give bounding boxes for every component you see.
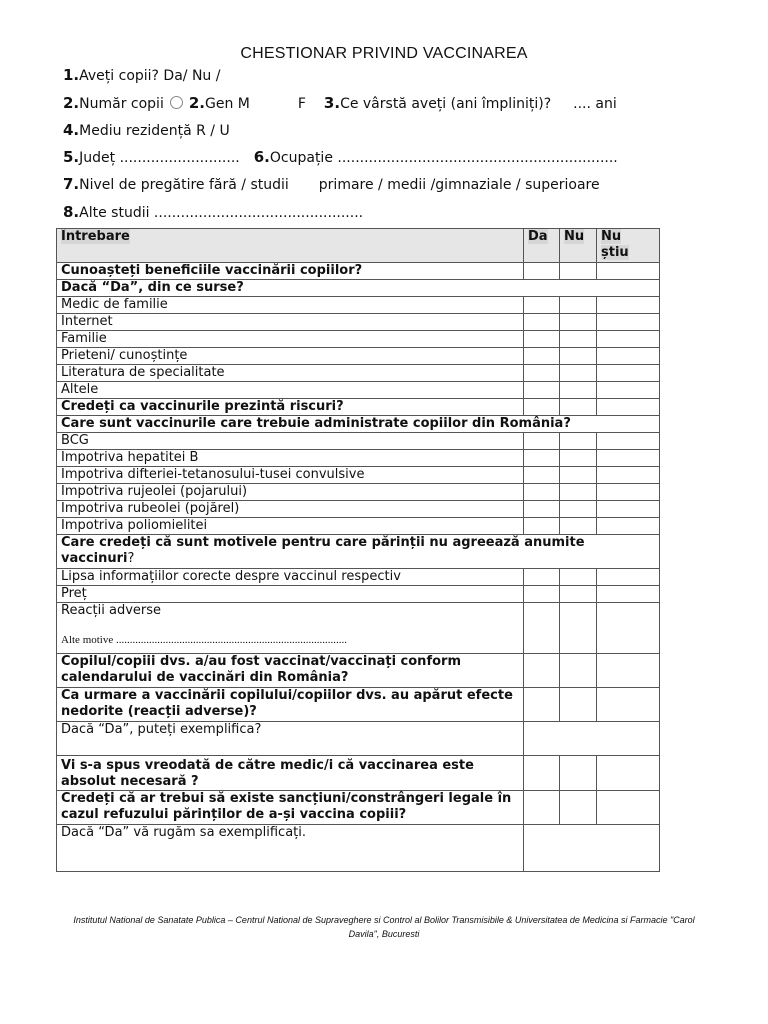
- answer-nu-cell[interactable]: [560, 603, 597, 654]
- question-cell: Impotriva rujeolei (pojarului): [57, 484, 524, 501]
- question-cell: Preț: [57, 586, 524, 603]
- question-row-2: [63, 94, 617, 112]
- answer-nu-cell[interactable]: [560, 501, 597, 518]
- answer-nu-cell[interactable]: [560, 433, 597, 450]
- question-cell: Copilul/copiii dvs. a/au fost vaccinat/vaccinați conform calendarului de vaccinări din România?: [57, 654, 524, 688]
- answer-nu-cell[interactable]: [560, 263, 597, 280]
- question-number: 5.: [63, 148, 80, 166]
- questionnaire-table: [56, 228, 660, 872]
- answer-nu-stiu-cell[interactable]: [597, 314, 660, 331]
- answer-da-cell[interactable]: [524, 791, 560, 825]
- table-row: [57, 433, 660, 450]
- answer-nu-cell[interactable]: [560, 518, 597, 535]
- question-cell: Ca urmare a vaccinării copilului/copiilor dvs. au apărut efecte nedorite (reacții adverse)?: [57, 688, 524, 722]
- table-row: [57, 382, 660, 399]
- answer-da-cell[interactable]: [524, 263, 560, 280]
- answer-nu-stiu-cell[interactable]: [597, 450, 660, 467]
- question-cell: BCG: [57, 433, 524, 450]
- answer-nu-cell[interactable]: [560, 382, 597, 399]
- table-row: [57, 586, 660, 603]
- question-text: Ce vârstă aveți (ani împliniți)?: [340, 96, 552, 112]
- answer-nu-stiu-cell[interactable]: [597, 654, 660, 688]
- answer-da-cell[interactable]: [524, 382, 560, 399]
- table-row: [57, 518, 660, 535]
- answer-nu-cell[interactable]: [560, 297, 597, 314]
- question-education: [63, 175, 600, 193]
- question-cell: Literatura de specialitate: [57, 365, 524, 382]
- answer-nu-stiu-cell[interactable]: [597, 399, 660, 416]
- answer-da-cell[interactable]: [524, 314, 560, 331]
- question-number: 1.: [63, 66, 80, 84]
- question-text: Alte studii ...............................................: [79, 205, 364, 221]
- answer-nu-stiu-cell[interactable]: [597, 756, 660, 791]
- answer-nu-stiu-cell[interactable]: [597, 365, 660, 382]
- question-number: 2.: [188, 94, 205, 112]
- header-nu-stiu: Nu știu: [597, 229, 660, 263]
- answer-nu-stiu-cell[interactable]: [597, 382, 660, 399]
- question-other-studies: [63, 203, 363, 221]
- table-row: [57, 825, 660, 872]
- question-number: 7.: [63, 175, 80, 193]
- question-cell: Cunoașteți beneficiile vaccinării copiilor?: [57, 263, 524, 280]
- question-text: Ocupație ...............................................................: [269, 150, 618, 166]
- question-cell: Dacă “Da”, din ce surse?: [57, 280, 660, 297]
- answer-nu-cell[interactable]: [560, 688, 597, 722]
- question-cell: Altele: [57, 382, 524, 399]
- answer-nu-stiu-cell[interactable]: [597, 603, 660, 654]
- footer-institution: Institutul National de Sanatate Publica – Centrul National de Supraveghere si Control al Bolilor Transmisibile & Universitatea de Medicina si Farmacie "Carol Davila", Bucuresti: [73, 915, 695, 939]
- answer-nu-stiu-cell[interactable]: [597, 569, 660, 586]
- page-title: CHESTIONAR PRIVIND VACCINAREA: [240, 45, 528, 62]
- answer-da-cell[interactable]: [524, 467, 560, 484]
- question-text: Județ ...........................: [79, 150, 240, 166]
- table-row: [57, 688, 660, 722]
- answer-da-cell[interactable]: [524, 450, 560, 467]
- question-number: 2.: [63, 94, 80, 112]
- answer-nu-cell[interactable]: [560, 348, 597, 365]
- answer-da-cell[interactable]: [524, 569, 560, 586]
- question-cell: Vi s-a spus vreodată de către medic/i că vaccinarea este absolut necesară ?: [57, 756, 524, 791]
- question-cell: Credeți că ar trebui să existe sancțiuni/constrângeri legale în cazul refuzului părinților de a-și vaccina copiii?: [57, 791, 524, 825]
- answer-da-cell[interactable]: [524, 688, 560, 722]
- question-mark: ?: [127, 551, 135, 566]
- answer-nu-cell[interactable]: [560, 756, 597, 791]
- table-row: [57, 450, 660, 467]
- answer-nu-stiu-cell[interactable]: [597, 688, 660, 722]
- table-row: [57, 654, 660, 688]
- answer-nu-cell[interactable]: [560, 791, 597, 825]
- question-cell: Prieteni/ cunoștințe: [57, 348, 524, 365]
- question-number: 8.: [63, 203, 80, 221]
- question-text: Gen M: [204, 96, 250, 112]
- question-text: primare / medii /gimnaziale / superioare: [318, 177, 600, 193]
- question-cell: Impotriva poliomielitei: [57, 518, 524, 535]
- answer-nu-cell[interactable]: [560, 365, 597, 382]
- question-text: Aveți copii? Da/ Nu /: [79, 68, 221, 84]
- question-cell: Dacă “Da”, puteți exemplifica?: [57, 722, 524, 756]
- answer-da-cell[interactable]: [524, 365, 560, 382]
- answer-nu-stiu-cell[interactable]: [597, 586, 660, 603]
- question-number: 6.: [253, 148, 270, 166]
- answer-nu-stiu-cell[interactable]: [597, 348, 660, 365]
- answer-nu-stiu-cell[interactable]: [597, 263, 660, 280]
- table-row: [57, 280, 660, 297]
- answer-nu-stiu-cell[interactable]: [597, 433, 660, 450]
- table-row: [57, 569, 660, 586]
- answer-nu-stiu-cell[interactable]: [597, 484, 660, 501]
- answer-da-cell[interactable]: [524, 331, 560, 348]
- table-row: [57, 416, 660, 433]
- answer-nu-cell[interactable]: [560, 331, 597, 348]
- question-number: 4.: [63, 121, 80, 139]
- answer-da-cell[interactable]: [524, 433, 560, 450]
- table-row: [57, 501, 660, 518]
- answer-text-cell[interactable]: [524, 722, 660, 756]
- answer-da-cell[interactable]: [524, 603, 560, 654]
- answer-nu-cell[interactable]: [560, 467, 597, 484]
- header-nu: Nu: [560, 229, 597, 263]
- table-row: [57, 297, 660, 314]
- table-row: [57, 535, 660, 569]
- table-row: [57, 756, 660, 791]
- answer-da-cell[interactable]: [524, 501, 560, 518]
- table-row: [57, 331, 660, 348]
- answer-nu-cell[interactable]: [560, 654, 597, 688]
- answer-text-cell[interactable]: [524, 825, 660, 872]
- answer-nu-stiu-cell[interactable]: [597, 467, 660, 484]
- reaction-text: Reacții adverse: [61, 603, 162, 618]
- question-text: Număr copii: [79, 96, 164, 112]
- other-reasons-text: Alte motive ....................................................................................: [61, 634, 347, 646]
- answer-nu-cell[interactable]: [560, 399, 597, 416]
- table-header-row: [57, 229, 660, 263]
- question-cell: Internet: [57, 314, 524, 331]
- question-cell: Impotriva difteriei-tetanosului-tusei convulsive: [57, 467, 524, 484]
- question-text: .... ani: [573, 96, 617, 112]
- answer-nu-cell[interactable]: [560, 314, 597, 331]
- question-row-5: [63, 148, 618, 166]
- table-row: [57, 365, 660, 382]
- table-row: [57, 722, 660, 756]
- question-text: Nivel de pregătire fără / studii: [79, 177, 289, 193]
- answer-nu-stiu-cell[interactable]: [597, 501, 660, 518]
- question-cell: Medic de familie: [57, 297, 524, 314]
- answer-nu-stiu-cell[interactable]: [597, 331, 660, 348]
- answer-nu-stiu-cell[interactable]: [597, 297, 660, 314]
- answer-da-cell[interactable]: [524, 518, 560, 535]
- answer-nu-cell[interactable]: [560, 484, 597, 501]
- table-row: [57, 399, 660, 416]
- header-question: Întrebare: [57, 229, 524, 263]
- question-cell: Impotriva hepatitei B: [57, 450, 524, 467]
- answer-da-cell[interactable]: [524, 484, 560, 501]
- header-da: Da: [524, 229, 560, 263]
- question-cell: Familie: [57, 331, 524, 348]
- table-row: [57, 314, 660, 331]
- answer-nu-stiu-cell[interactable]: [597, 518, 660, 535]
- question-cell: Lipsa informațiilor corecte despre vaccinul respectiv: [57, 569, 524, 586]
- answer-da-cell[interactable]: [524, 756, 560, 791]
- answer-da-cell[interactable]: [524, 399, 560, 416]
- answer-da-cell[interactable]: [524, 297, 560, 314]
- answer-nu-cell[interactable]: [560, 569, 597, 586]
- answer-nu-cell[interactable]: [560, 586, 597, 603]
- question-residence: [63, 121, 230, 139]
- table-row: [57, 348, 660, 365]
- question-text: Mediu rezidență R / U: [79, 123, 230, 139]
- answer-da-cell[interactable]: [524, 654, 560, 688]
- question-text: Care credeți că sunt motivele pentru care părinții nu agreează anumite vaccinuri: [61, 535, 585, 566]
- answer-nu-stiu-cell[interactable]: [597, 791, 660, 825]
- table-row: [57, 791, 660, 825]
- question-cell: Credeți ca vaccinurile prezintă riscuri?: [57, 399, 524, 416]
- table-row: [57, 263, 660, 280]
- radio-circle-icon[interactable]: [170, 96, 183, 109]
- question-number: 3.: [323, 94, 341, 112]
- table-row: [57, 484, 660, 501]
- question-text: F: [297, 96, 306, 112]
- question-children: [63, 66, 220, 84]
- question-cell: Dacă “Da” vă rugăm sa exemplificați.: [57, 825, 524, 872]
- question-cell: Care sunt vaccinurile care trebuie administrate copiilor din România?: [57, 416, 660, 433]
- answer-nu-cell[interactable]: [560, 450, 597, 467]
- table-row: [57, 603, 660, 654]
- table-row: [57, 467, 660, 484]
- question-cell: Impotriva rubeolei (pojărel): [57, 501, 524, 518]
- answer-da-cell[interactable]: [524, 586, 560, 603]
- answer-da-cell[interactable]: [524, 348, 560, 365]
